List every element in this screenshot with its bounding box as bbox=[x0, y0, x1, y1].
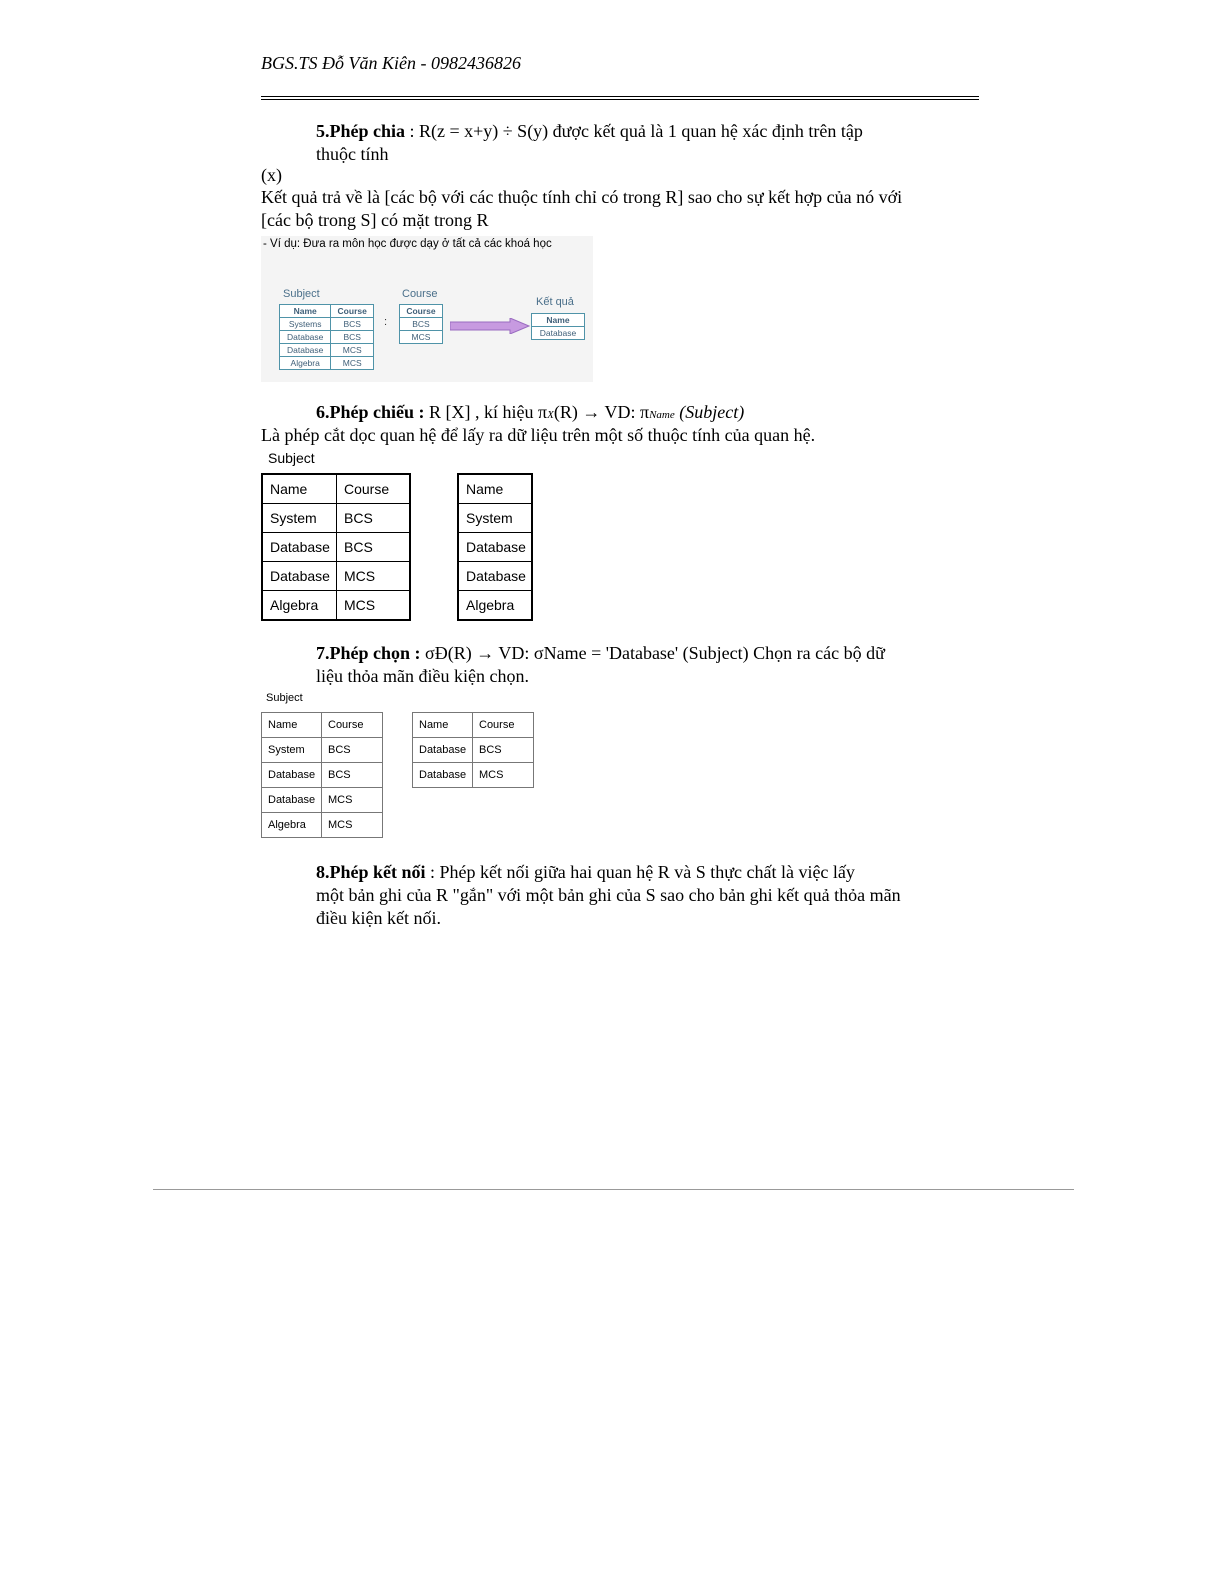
table-cell: Database bbox=[280, 344, 331, 357]
projection-result-table bbox=[457, 473, 533, 621]
table-cell: MCS bbox=[322, 788, 383, 813]
table-cell: Name bbox=[458, 474, 532, 504]
table-cell: Name bbox=[280, 305, 331, 318]
table-cell: Systems bbox=[280, 318, 331, 331]
s6-line2: Là phép cắt dọc quan hệ để lấy ra dữ liệu trên một số thuộc tính của quan hệ. bbox=[261, 425, 816, 445]
table-cell: Database bbox=[413, 763, 473, 788]
selection-result-table bbox=[412, 712, 534, 788]
table-cell: Database bbox=[262, 533, 337, 562]
figure-caption: - Ví dụ: Đưa ra môn học được dạy ở tất cả các khoá học bbox=[263, 238, 552, 250]
s7-line2: liệu thỏa mãn điều kiện chọn. bbox=[316, 666, 529, 686]
arrow-right-icon bbox=[450, 318, 530, 334]
table-cell: BCS bbox=[473, 738, 534, 763]
table-cell: MCS bbox=[331, 344, 374, 357]
table-cell: Database bbox=[458, 533, 532, 562]
s5-line1: 5.Phép chia : R(z = x+y) ÷ S(y) được kết quả là 1 quan hệ xác định trên tập bbox=[316, 121, 863, 141]
table-cell: Course bbox=[331, 305, 374, 318]
table-cell: MCS bbox=[337, 562, 411, 591]
s8-line3: điều kiện kết nối. bbox=[316, 908, 441, 928]
table-cell: Name bbox=[413, 713, 473, 738]
table-cell: Course bbox=[322, 713, 383, 738]
divide-sign: : bbox=[384, 316, 388, 328]
table-cell: BCS bbox=[400, 318, 443, 331]
footer-rule bbox=[153, 1189, 1074, 1190]
table-cell: Algebra bbox=[458, 591, 532, 621]
header-rule bbox=[261, 96, 979, 97]
table-cell: Database bbox=[262, 788, 322, 813]
s5-line4: Kết quả trả về là [các bộ với các thuộc tính chỉ có trong R] sao cho sự kết hợp của nó với bbox=[261, 187, 903, 207]
table-cell: Name bbox=[532, 314, 585, 327]
table-cell: BCS bbox=[322, 763, 383, 788]
table-cell: MCS bbox=[400, 331, 443, 344]
table-cell: Database bbox=[532, 327, 585, 340]
s8-line2: một bản ghi của R "gắn" với một bản ghi của S sao cho bản ghi kết quả thỏa mãn bbox=[316, 885, 901, 905]
table-cell: Database bbox=[262, 562, 337, 591]
table-cell: Algebra bbox=[262, 591, 337, 621]
s6-line1: 6.Phép chiếu : R [X] , kí hiệu πX(R) → VD: πName (Subject) bbox=[316, 402, 745, 422]
table-cell: MCS bbox=[473, 763, 534, 788]
table-cell: Name bbox=[262, 713, 322, 738]
s7-line1: 7.Phép chọn : σĐ(R) → VD: σName = 'Database' (Subject) Chọn ra các bộ dữ bbox=[316, 643, 885, 663]
table-cell: BCS bbox=[331, 318, 374, 331]
table-cell: BCS bbox=[322, 738, 383, 763]
table-cell: Name bbox=[262, 474, 337, 504]
result-title: Kết quả bbox=[536, 296, 574, 308]
table-cell: Database bbox=[280, 331, 331, 344]
table-cell: Algebra bbox=[280, 357, 331, 370]
table-cell: Course bbox=[473, 713, 534, 738]
table-cell: Course bbox=[337, 474, 411, 504]
table-cell: BCS bbox=[331, 331, 374, 344]
table-cell: BCS bbox=[337, 533, 411, 562]
selection-source-table bbox=[261, 712, 383, 838]
table-cell: System bbox=[262, 504, 337, 533]
division-example-figure bbox=[261, 236, 593, 382]
header-rule-double bbox=[261, 99, 979, 100]
result-table bbox=[531, 313, 585, 340]
table-cell: MCS bbox=[331, 357, 374, 370]
table-cell: Course bbox=[400, 305, 443, 318]
fig2-title: Subject bbox=[268, 450, 315, 466]
course-title: Course bbox=[402, 288, 438, 300]
table-cell: Database bbox=[262, 763, 322, 788]
table-cell: Algebra bbox=[262, 813, 322, 838]
subject-table bbox=[279, 304, 374, 370]
s5-line5: [các bộ trong S] có mặt trong R bbox=[261, 210, 489, 230]
s5-line3: (x) bbox=[261, 165, 282, 185]
table-cell: Database bbox=[413, 738, 473, 763]
table-cell: MCS bbox=[322, 813, 383, 838]
fig3-title: Subject bbox=[266, 692, 303, 704]
page-header: BGS.TS Đỗ Văn Kiên - 0982436826 bbox=[261, 53, 521, 73]
table-cell: MCS bbox=[337, 591, 411, 621]
s5-line2: thuộc tính bbox=[316, 144, 389, 164]
table-cell: System bbox=[262, 738, 322, 763]
table-cell: BCS bbox=[337, 504, 411, 533]
course-table bbox=[399, 304, 443, 344]
projection-source-table bbox=[261, 473, 411, 621]
table-cell: Database bbox=[458, 562, 532, 591]
table-cell: System bbox=[458, 504, 532, 533]
s8-line1: 8.Phép kết nối : Phép kết nối giữa hai quan hệ R và S thực chất là việc lấy bbox=[316, 862, 855, 882]
subject-title: Subject bbox=[283, 288, 320, 300]
